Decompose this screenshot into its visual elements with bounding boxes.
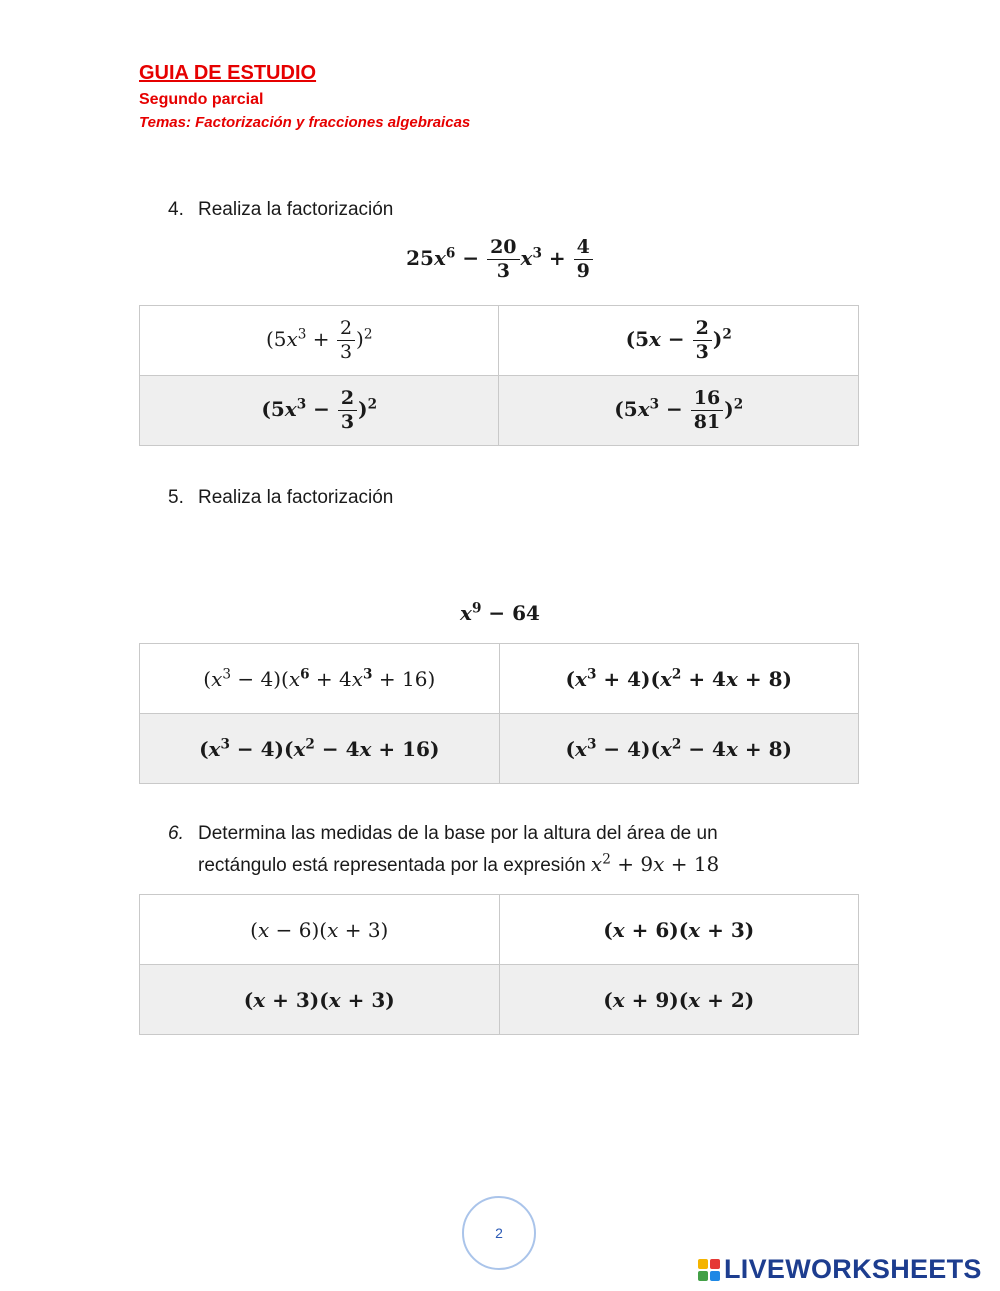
option-cell[interactable]: $(x^3 - 4)(x^6 + 4x^3 + 16)$ xyxy=(140,644,500,714)
expression-math: $25x^6$ − $\frac{20}{3}$ $x^3$ + $\frac{4}{9}$ xyxy=(406,246,594,270)
logo-square xyxy=(710,1271,720,1281)
logo-mark-icon xyxy=(698,1259,720,1281)
option-cell[interactable]: $(x^3 - 4)(x^2 - 4x + 16)$ xyxy=(140,714,500,784)
option-cell[interactable]: (x + 3)(x + 3) xyxy=(140,965,500,1035)
option-cell[interactable]: (5x − $\frac{2}{3}$ )$^2$ xyxy=(499,306,859,376)
question-number: 5. xyxy=(168,487,184,508)
page-title: GUIA DE ESTUDIO xyxy=(139,62,317,84)
page-number: 2 xyxy=(462,1196,536,1270)
question-4 xyxy=(168,195,393,225)
question-prompt: Realiza la factorización xyxy=(198,487,394,508)
question-5 xyxy=(168,483,393,513)
option-cell[interactable]: ($5x^3$ − $\frac{16}{81}$ )$^2$ xyxy=(499,376,859,446)
question-prompt: Realiza la factorización xyxy=(198,199,394,220)
option-cell[interactable]: (x + 6)(x + 3) xyxy=(499,895,859,965)
logo-square xyxy=(698,1271,708,1281)
option-cell[interactable]: ($5x^3$ + $\frac{2}{3}$ )$^2$ xyxy=(140,306,499,376)
question-4-options xyxy=(139,305,859,446)
liveworksheets-logo xyxy=(698,1254,982,1285)
logo-square xyxy=(710,1259,720,1269)
header xyxy=(139,60,470,133)
expression-math: $x^9 - 64$ xyxy=(460,600,540,625)
question-5-options xyxy=(139,643,859,784)
option-cell[interactable]: ($5x^3$ − $\frac{2}{3}$ )$^2$ xyxy=(140,376,499,446)
question-prompt-line2: rectángulo está representada por la expresión xyxy=(198,855,586,876)
brand-name: LIVEWORKSHEETS xyxy=(724,1254,982,1284)
question-4-expression xyxy=(0,238,1000,281)
option-cell[interactable]: (x + 9)(x + 2) xyxy=(499,965,859,1035)
page-topics: Temas: Factorización y fracciones algebraicas xyxy=(139,114,471,131)
option-cell[interactable]: $(x^3 + 4)(x^2 + 4x + 8)$ xyxy=(499,644,858,714)
question-6 xyxy=(168,819,719,881)
logo-square xyxy=(698,1259,708,1269)
question-6-options xyxy=(139,894,859,1035)
question-prompt-line1: Determina las medidas de la base por la altura del área de un xyxy=(198,823,718,844)
question-number: 6. xyxy=(168,823,184,844)
option-cell[interactable]: (x − 6)(x + 3) xyxy=(140,895,500,965)
question-number: 4. xyxy=(168,199,184,220)
option-cell[interactable]: $(x^3 - 4)(x^2 - 4x + 8)$ xyxy=(499,714,858,784)
prompt-expression: $x^2 + 9x + 18$ xyxy=(590,851,720,876)
page-subtitle: Segundo parcial xyxy=(139,91,264,108)
question-5-expression xyxy=(0,601,1000,625)
